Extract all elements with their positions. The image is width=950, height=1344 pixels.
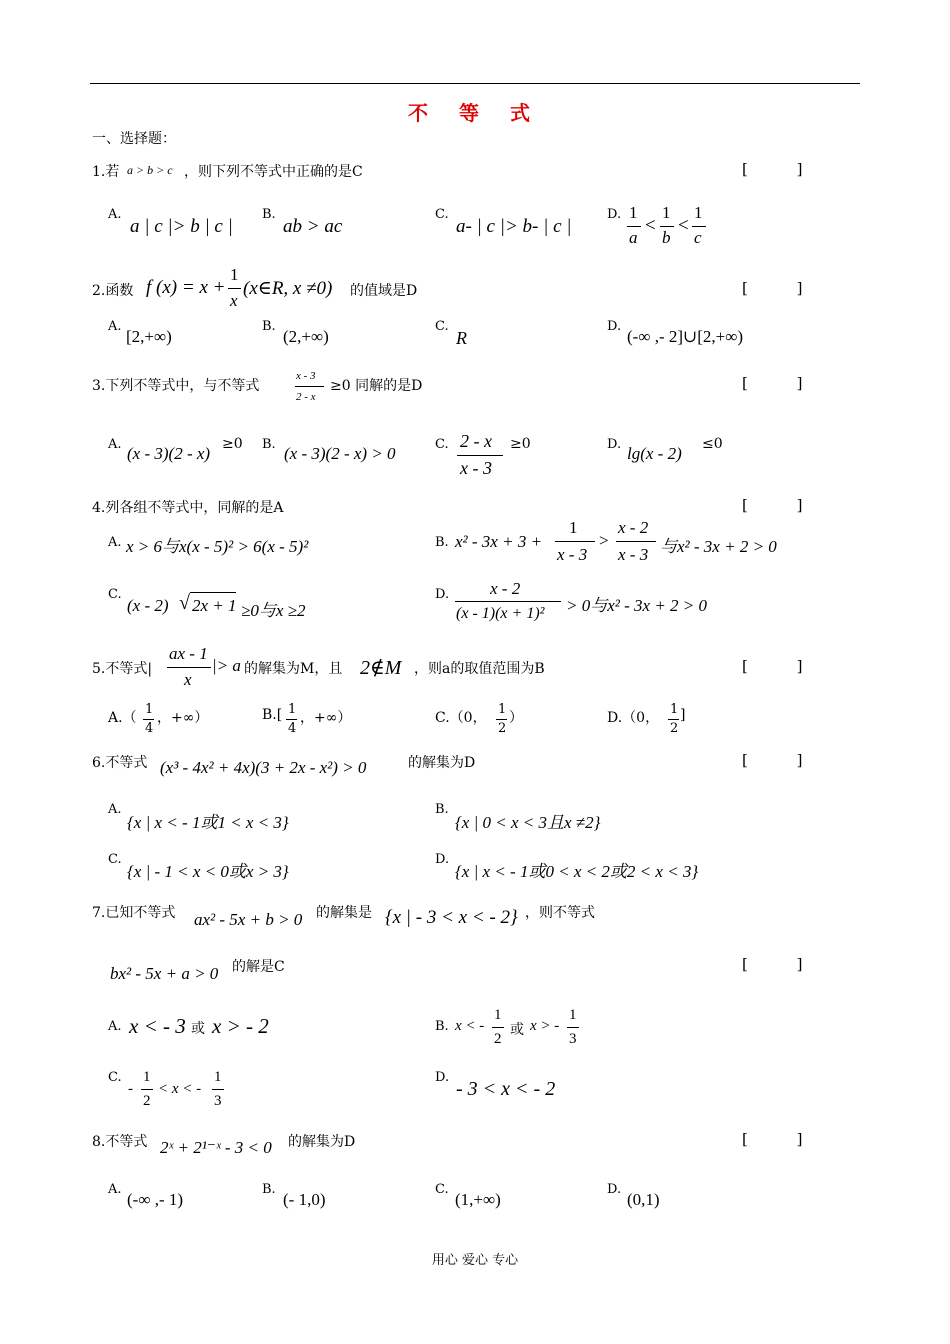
fraction-numerator: x - 2 [490,579,521,598]
option-c-part2: < x < - [158,1081,202,1097]
fraction-denominator: x [230,291,238,310]
fraction-denominator: x - 3 [460,458,492,478]
top-rule [90,83,860,84]
option-b: ab > ac [283,216,343,237]
q6-expression: (x³ - 4x² + 4x)(3 + 2x - x²) > 0 [160,758,367,777]
fraction-denominator: x [184,670,192,689]
option-a-label: A. [108,207,122,222]
answer-bracket: [ ] [742,496,825,514]
option-b-label: B. [435,535,449,550]
option-b-label: B.[ [262,707,283,723]
fraction-numerator: 1 [214,1069,222,1085]
option-c-label: C. [435,319,449,334]
fraction-denominator: x - 3 [557,545,588,564]
fraction-bar [627,226,641,227]
option-d-label: D. [435,1070,450,1085]
option-d-label: D. [607,1182,622,1197]
fraction-numerator: 1 [143,1069,151,1085]
fraction-denominator: b [662,228,671,247]
option-a: (x - 3)(2 - x) [127,444,211,463]
radical-icon: √ [179,592,190,614]
fraction-numerator: 2 - x [460,431,492,451]
q2-domain: (x∈R, x ≠0) [243,278,333,299]
option-c-relation: ≥0 [510,436,531,452]
option-b-part2: 与x² - 3x + 2 > 0 [660,537,777,556]
answer-bracket: [ ] [742,374,825,392]
option-d: {x | x < - 1或0 < x < 2或2 < x < 3} [455,862,699,881]
option-a-label: A. [108,319,122,334]
option-a: x > 6与x(x - 5)² > 6(x - 5)² [126,537,309,556]
fraction-denominator: a [629,228,638,247]
fraction-numerator: 1 [498,702,507,717]
option-a-label: A. [108,437,122,452]
fraction-bar [167,667,211,668]
option-b: {x | 0 < x < 3且x ≠2} [455,813,601,832]
less-than: < [678,215,689,236]
fraction-denominator: (x - 1)(x + 1)² [456,605,545,622]
fraction-numerator: 1 [670,702,679,717]
q2-stem-tail: 的值域是D [350,283,418,299]
fraction-numerator: x - 2 [618,518,649,537]
option-a-tail: ，+∞） [157,710,209,726]
option-c: R [456,328,467,348]
fraction-denominator: 3 [214,1093,222,1109]
q5-stem: 5.不等式| [92,661,153,677]
option-d-label: D. [607,437,622,452]
q5-relation: |> a [212,656,241,675]
option-d: (0,1) [627,1190,660,1209]
fraction-numerator: ax - 1 [169,644,208,663]
q8-expression: 2ˣ + 2¹⁻ˣ - 3 < 0 [160,1138,272,1157]
answer-bracket: [ ] [742,751,825,769]
q7-expression-1: ax² - 5x + b > 0 [194,910,303,929]
option-b: (- 1,0) [283,1190,326,1209]
q2-function: f (x) = x + [146,277,226,298]
fraction-denominator: 2 [494,1031,502,1047]
option-c-part2: ≥0与x ≥2 [241,601,306,620]
q5-stem-mid: 的解集为M，且 [244,661,343,677]
option-d-label: D. [435,852,450,867]
fraction-bar [555,541,595,542]
section-heading: 一、选择题： [92,131,176,147]
option-c-label: C.（0， [435,710,487,726]
option-b-part2: x > - [530,1018,560,1034]
radical-bar [190,592,236,593]
fraction-numerator: 1 [662,203,671,222]
fraction-numerator: x - 3 [296,370,316,382]
option-a-label: A. [108,535,122,550]
fraction-bar [295,386,324,387]
fraction-numerator: 1 [288,702,297,717]
fraction-denominator: 2 [670,721,679,736]
q2-stem: 2.函数 [92,283,134,299]
fraction-bar [457,455,503,456]
q7-stem: 7.已知不等式 [92,905,176,921]
q8-stem-tail: 的解集为D [288,1134,356,1150]
q7-solution-set: {x | - 3 < x < - 2} [385,907,518,928]
option-c-label: C. [108,1070,122,1085]
page-footer: 用心 爱心 专心 [431,1253,519,1268]
option-d: (-∞ ,- 2]∪[2,+∞) [627,327,744,346]
answer-bracket: [ ] [742,279,825,297]
option-a-label: A. [108,802,122,817]
option-c-part1: - [128,1081,133,1097]
option-b-label: B. [435,802,449,817]
fraction-numerator: 1 [569,1007,577,1023]
q7-stem-tail: ，则不等式 [525,905,595,921]
q1-stem-tail: ，则下列不等式中正确的是C [184,164,363,180]
option-a: (-∞ ,- 1) [127,1190,184,1209]
greater-than: > [599,531,609,550]
fraction-bar [692,226,706,227]
page-title: 不 等 式 [408,101,542,125]
q1-condition: a > b > c [127,163,173,177]
q5-stem-tail: ，则a的取值范围为B [414,661,545,677]
fraction-denominator: 2 - x [296,391,316,403]
option-d-label: D. [607,207,622,222]
q6-stem: 6.不等式 [92,755,148,771]
fraction-denominator: 4 [145,721,154,736]
option-c: {x | - 1 < x < 0或x > 3} [127,862,289,881]
fraction-denominator: 2 [498,721,507,736]
fraction-numerator: 1 [230,265,239,284]
fraction-numerator: 1 [494,1007,502,1023]
option-b-part1: x < - [455,1018,485,1034]
option-d: - 3 < x < - 2 [456,1078,556,1100]
fraction-denominator: 3 [569,1031,577,1047]
option-b-part1: x² - 3x + 3 + [455,532,543,551]
fraction-bar [616,541,656,542]
fraction-bar [143,719,154,720]
less-than: < [645,215,656,236]
option-a-or: 或 [191,1021,205,1037]
fraction-bar [228,288,241,289]
option-c-label: C. [108,852,122,867]
q7-expression-2: bx² - 5x + a > 0 [110,964,219,983]
option-c-label: C. [435,207,449,222]
option-c-part1: (x - 2) [127,596,169,615]
option-d-label: D. [607,319,622,334]
q7-stem-end: 的解是C [232,959,285,975]
option-c-label: C. [108,587,122,602]
option-d-relation: ≤0 [702,436,723,452]
fraction-denominator: c [694,228,702,247]
option-b: (2,+∞) [283,327,329,346]
option-a-part2: x > - 2 [212,1014,269,1038]
fraction-numerator: 1 [145,702,154,717]
option-d-part2: > 0与x² - 3x + 2 > 0 [566,596,708,615]
answer-bracket: [ ] [742,160,825,178]
fraction-bar [492,1027,504,1028]
answer-bracket: [ ] [742,657,825,675]
q3-stem-tail: ≥0 同解的是D [330,378,423,394]
option-a-part1: x < - 3 [129,1014,186,1038]
fraction-numerator: 1 [629,203,638,222]
fraction-bar [141,1089,153,1090]
option-b-tail: ，+∞） [300,710,352,726]
fraction-bar [212,1089,224,1090]
radicand: 2x + 1 [192,596,237,615]
option-d: lg(x - 2) [627,444,682,463]
option-b-label: B. [262,319,276,334]
q1-stem: 1.若 [92,164,120,180]
answer-bracket: [ ] [742,955,825,973]
option-b-label: B. [262,1182,276,1197]
fraction-numerator: 1 [569,518,578,537]
option-b-label: B. [262,437,276,452]
answer-bracket: [ ] [742,1130,825,1148]
option-d-tail: ] [680,707,686,723]
fraction-bar [455,601,561,602]
option-b-label: B. [435,1019,449,1034]
option-a-label: A.（ [108,710,137,726]
option-b: (x - 3)(2 - x) > 0 [284,444,396,463]
fraction-bar [286,719,297,720]
q4-stem: 4.列各组不等式中，同解的是A [92,500,284,516]
fraction-numerator: 1 [694,203,703,222]
option-c-label: C. [435,437,449,452]
fraction-denominator: 2 [143,1093,151,1109]
fraction-denominator: 4 [288,721,297,736]
option-d-label: D.（0， [607,710,660,726]
option-d-label: D. [435,587,450,602]
option-c: a- | c |> b- | c | [456,216,572,237]
option-a: {x | x < - 1或1 < x < 3} [127,813,289,832]
option-a: [2,+∞) [126,327,172,346]
option-c-label: C. [435,1182,449,1197]
q6-stem-tail: 的解集为D [408,755,476,771]
option-c-tail: ） [509,710,523,726]
option-a-relation: ≥0 [222,436,243,452]
q5-condition: 2∉M [360,657,402,679]
option-b-label: B. [262,207,276,222]
fraction-bar [668,719,679,720]
option-a-label: A. [108,1182,122,1197]
option-a: a | c |> b | c | [130,216,233,237]
option-b-or: 或 [510,1022,524,1038]
fraction-denominator: x - 3 [618,545,649,564]
fraction-bar [660,226,674,227]
q3-stem: 3.下列不等式中，与不等式 [92,378,260,394]
option-a-label: A. [108,1019,122,1034]
option-c: (1,+∞) [455,1190,501,1209]
fraction-bar [496,719,507,720]
q7-stem-mid: 的解集是 [316,905,372,921]
q8-stem: 8.不等式 [92,1134,148,1150]
fraction-bar [567,1027,579,1028]
